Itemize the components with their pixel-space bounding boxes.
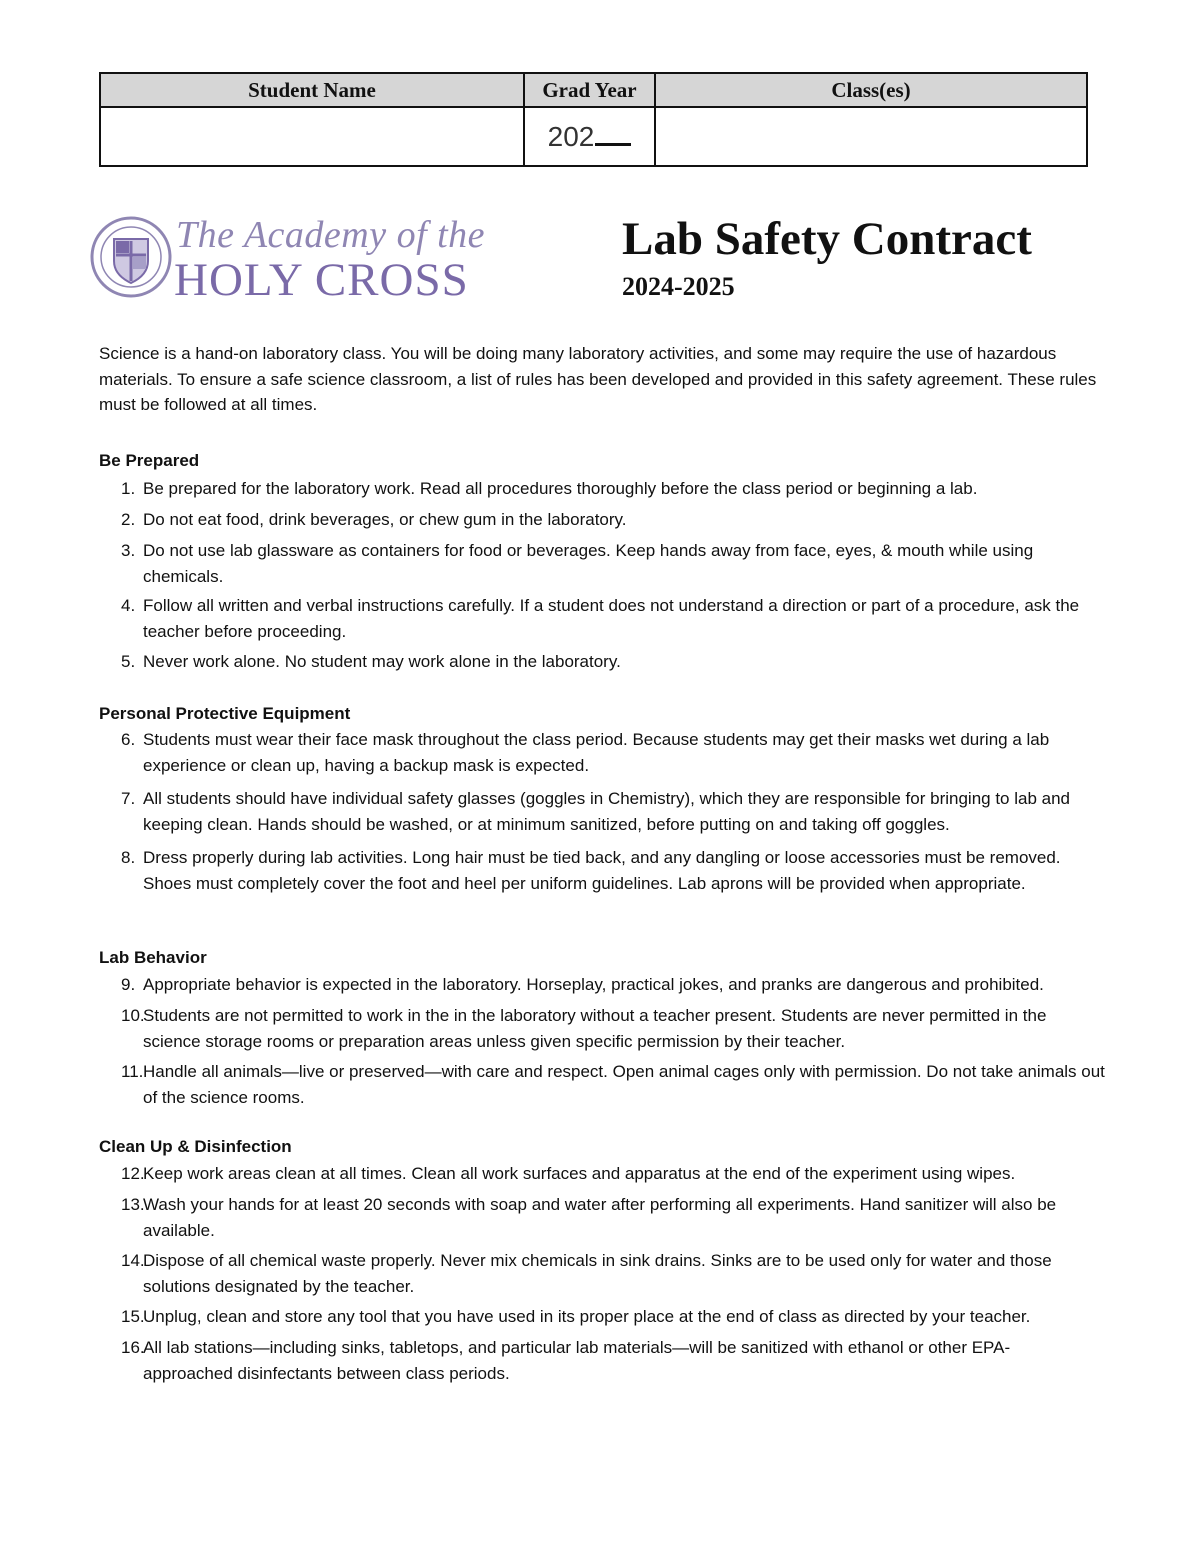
rule-number: 6. (121, 730, 136, 749)
rule-item (99, 786, 1099, 837)
rule-text: All students should have individual safety glasses (goggles in Chemistry), which they are responsible for bringing to lab and keeping clean. Hands should be washed, or at minimum sanitized, before putting on and taking off goggles. (143, 789, 1071, 834)
grad-year-blank[interactable] (595, 121, 631, 146)
rule-item (99, 845, 1099, 896)
school-seal-icon (90, 205, 172, 310)
rule-number: 9. (121, 975, 136, 994)
rule-item (99, 1003, 1099, 1054)
rule-item (99, 1059, 1119, 1110)
section-heading-ppe: Personal Protective Equipment (99, 704, 351, 723)
section-heading-clean-up: Clean Up & Disinfection (99, 1137, 292, 1156)
school-logo (88, 205, 488, 310)
rule-text: Be prepared for the laboratory work. Read all procedures thoroughly before the class period or beginning a lab. (143, 479, 978, 498)
rule-item (99, 538, 1099, 589)
rule-item (99, 649, 1139, 675)
rule-item (99, 727, 1119, 778)
rule-number: 15. (121, 1307, 145, 1326)
student-info-table (99, 72, 1088, 167)
rule-item (99, 1161, 1159, 1187)
rule-item (99, 972, 1159, 998)
classes-header: Class(es) (655, 73, 1087, 107)
rule-item (99, 1248, 1099, 1299)
page-subtitle-year: 2024-2025 (622, 272, 735, 301)
rule-number: 12. (121, 1164, 145, 1183)
rule-text: Handle all animals—live or preserved—with care and respect. Open animal cages only with permission. Do not take animals out of the science rooms. (143, 1062, 1105, 1107)
rule-text: Students must wear their face mask throughout the class period. Because students may get their masks wet during a lab experience or clean up, having a backup mask is expected. (143, 730, 1050, 775)
rule-text: Wash your hands for at least 20 seconds with soap and water after performing all experiments. Hand sanitizer will also be available. (143, 1195, 1057, 1240)
intro-paragraph: Science is a hand-on laboratory class. You will be doing many laboratory activities, and some may require the use of hazardous materials. To ensure a safe science classroom, a list of rules has been developed and provided in this safety agreement. These rules must be followed at all times. (99, 344, 1097, 414)
rule-number: 5. (121, 652, 136, 671)
rule-number: 13. (121, 1195, 145, 1214)
rule-number: 8. (121, 848, 136, 867)
rule-text: Appropriate behavior is expected in the laboratory. Horseplay, practical jokes, and pranks are dangerous and prohibited. (143, 975, 1044, 994)
grad-year-header: Grad Year (524, 73, 655, 107)
rule-number: 16. (121, 1338, 145, 1357)
rule-number: 11. (121, 1062, 144, 1081)
rule-number: 4. (121, 596, 136, 615)
rule-number: 10. (121, 1006, 145, 1025)
rule-text: Never work alone. No student may work alone in the laboratory. (143, 652, 621, 671)
rule-item (99, 1192, 1099, 1243)
rule-item (99, 593, 1099, 644)
rule-text: Students are not permitted to work in the in the laboratory without a teacher present. Students are never permitted in the science storage rooms or preparation areas unless given specific permission by their teacher. (143, 1006, 1047, 1051)
grad-year-field[interactable] (524, 107, 655, 166)
rule-item (99, 1304, 1159, 1330)
rule-text: Unplug, clean and store any tool that you have used in its proper place at the end of class as directed by your teacher. (143, 1307, 1031, 1326)
student-name-header: Student Name (100, 73, 524, 107)
rule-text: All lab stations—including sinks, tabletops, and particular lab materials—will be sanitized with ethanol or other EPA-approached disinfectants between class periods. (143, 1338, 1011, 1383)
rule-item (99, 507, 1139, 533)
rule-number: 7. (121, 789, 136, 808)
rule-text: Follow all written and verbal instructions carefully. If a student does not understand a direction or part of a procedure, ask the teacher before proceeding. (143, 596, 1080, 641)
logo-text-academy: The Academy of the (176, 214, 486, 256)
logo-text-holy-cross: HOLY CROSS (174, 254, 469, 306)
student-name-field[interactable] (100, 107, 524, 166)
rule-number: 2. (121, 510, 136, 529)
rule-text: Dress properly during lab activities. Long hair must be tied back, and any dangling or loose accessories must be removed. Shoes must completely cover the foot and heel per uniform guidelines. Lab aprons will be provided when appropriate. (143, 848, 1061, 893)
rule-number: 1. (121, 479, 136, 498)
rule-text: Dispose of all chemical waste properly. Never mix chemicals in sink drains. Sinks are to be used only for water and those solutions designated by the teacher. (143, 1251, 1052, 1296)
rule-number: 14. (121, 1251, 145, 1270)
rule-item (99, 1335, 1099, 1386)
grad-year-prefix: 202 (547, 120, 595, 152)
rule-text: Keep work areas clean at all times. Clean all work surfaces and apparatus at the end of the experiment using wipes. (143, 1164, 1016, 1183)
rule-text: Do not use lab glassware as containers for food or beverages. Keep hands away from face, eyes, & mouth while using chemicals. (143, 541, 1034, 586)
page-title: Lab Safety Contract (622, 213, 1032, 265)
section-heading-lab-behavior: Lab Behavior (99, 948, 207, 967)
rule-number: 3. (121, 541, 136, 560)
classes-field[interactable] (655, 107, 1087, 166)
rule-item (99, 476, 1139, 502)
section-heading-be-prepared: Be Prepared (99, 451, 200, 470)
rule-text: Do not eat food, drink beverages, or chew gum in the laboratory. (143, 510, 627, 529)
